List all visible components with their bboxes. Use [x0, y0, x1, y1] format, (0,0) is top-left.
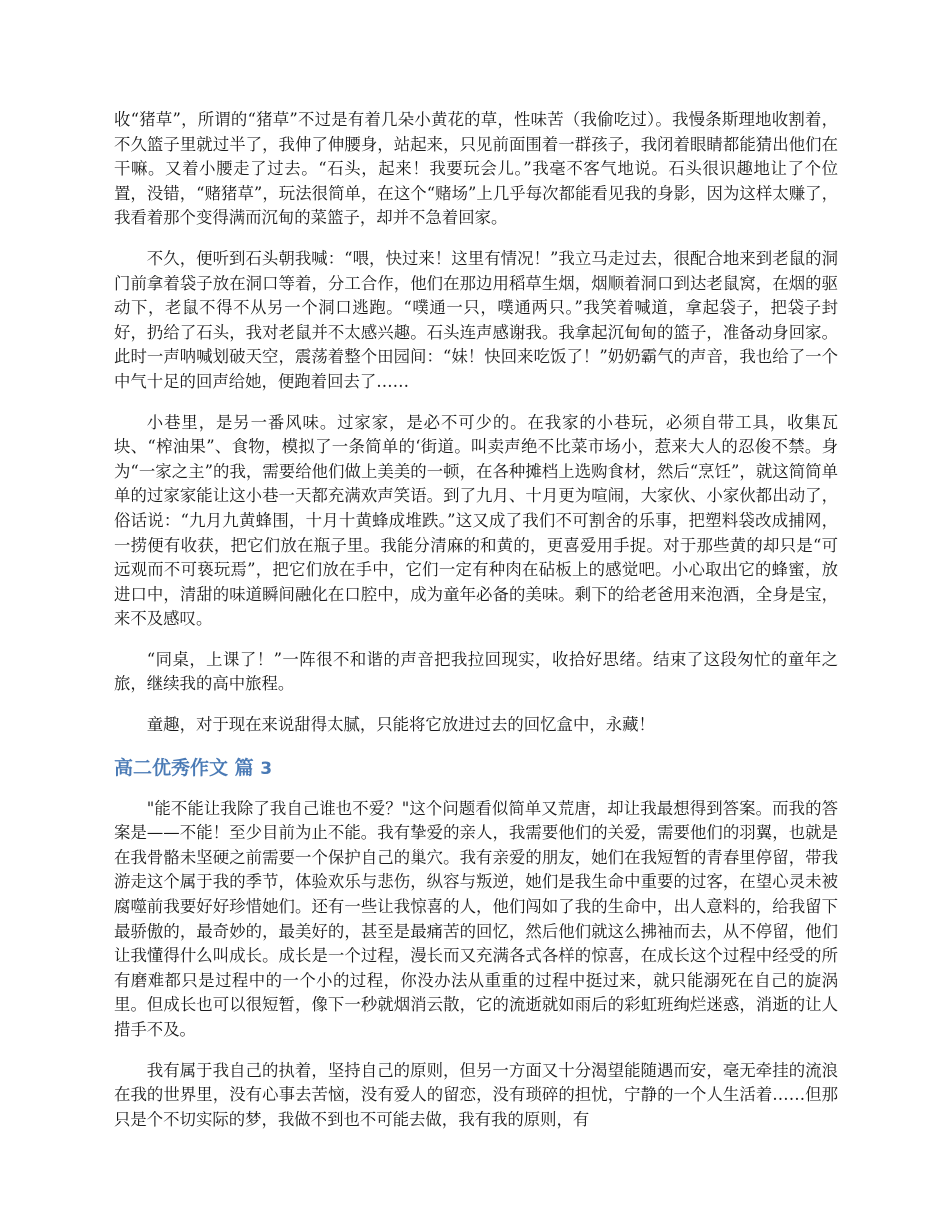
paragraph: 童趣，对于现在来说甜得太腻，只能将它放进过去的回忆盒中，永藏！: [146, 715, 655, 735]
paragraph: 收“猪草”，所谓的“猪草”不过是有着几朵小黄花的草，性味苦（我偷吃过）。我慢条斯理地收割着，不久篮子里就过半了，我伸了伸腰身，站起来，只见前面围着一群孩子，我闭着眼睛都能猜出他们在干嘛。又着小腰走了过去。“石头，起来！我要玩会儿。”我毫不客气地说。石头很识趣地让了个位置，没错，“赌猪草”，玩法很简单，在这个“赌场”上几乎每次都能看见我的身影，因为这样太赚了，我看着那个变得满而沉甸的菜篮子，却并不急着回家。: [114, 110, 838, 228]
document-body: [114, 108, 838, 1148]
paragraph: 我有属于我自己的执着，坚持自己的原则，但另一方面又十分渴望能随遇而安，毫无牵挂的流浪在我的世界里，没有心事去苦恼，没有爱人的留恋，没有琐碎的担忧，宁静的一个人生活着……但那只是个不切实际的梦，我做不到也不可能去做，我有我的原则，有: [114, 1060, 838, 1129]
paragraph: "能不能让我除了我自己谁也不爱？"这个问题看似简单又荒唐，却让我最想得到答案。而我的答案是——不能！至少目前为止不能。我有挚爱的亲人，我需要他们的关爱，需要他们的羽翼，也就是在我骨骼未坚硬之前需要一个保护自己的巢穴。我有亲爱的朋友，她们在我短暂的青春里停留，带我游走这个属于我的季节，体验欢乐与悲伤，纵容与叛逆，她们是我生命中重要的过客，在望心灵未被腐噬前我要好好珍惜她们。还有一些让我惊喜的人，他们闯如了我的生命中，出人意料的，给我留下最骄傲的，最奇妙的，最美好的，甚至是最痛苦的回忆，然后他们就这么拂袖而去，从不停留，他们让我懂得什么叫成长。成长是一个过程，漫长而又充满各式各样的惊喜，在成长这个过程中经受的所有磨难都只是过程中的一个小的过程，你没办法从重重的过程中挺过来，就只能溺死在自己的旋涡里。但成长也可以很短暂，像下一秒就烟消云散，它的流逝就如雨后的彩虹班绚烂迷惑，消逝的让人措手不及。: [114, 798, 838, 1039]
paragraph: 不久，便听到石头朝我喊：“喂，快过来！这里有情况！”我立马走过去，很配合地来到老鼠的洞门前拿着袋子放在洞口等着，分工合作，他们在那边用稻草生烟，烟顺着洞口到达老鼠窝，在烟的驱动下，老鼠不得不从另一个洞口逃跑。“噗通一只，噗通两只。”我笑着喊道，拿起袋子，把袋子封好，扔给了石头，我对老鼠并不太感兴趣。石头连声感谢我。我拿起沉甸甸的篮子，准备动身回家。此时一声呐喊划破天空，震荡着整个田园间：“妹！快回来吃饭了！”奶奶霸气的声音，我也给了一个中气十足的回声给她，便跑着回去了……: [114, 248, 838, 391]
section-heading: [114, 754, 838, 783]
section-heading-title: 高二优秀作文 篇: [114, 756, 254, 779]
paragraph: 小巷里，是另一番风味。过家家，是必不可少的。在我家的小巷玩，必须自带工具，收集瓦块、“榨油果”、食物，模拟了一条简单的‘街道。叫卖声绝不比菜市场小，惹来大人的忍俊不禁。身为“一家之主”的我，需要给他们做上美美的一顿，在各种摊档上选购食材，然后“烹饪”，就这简简单单的过家家能让这小巷一天都充满欢声笑语。到了九月、十月更为喧闹，大家伙、小家伙都出动了，俗话说：“九月九黄蜂围，十月十黄蜂成堆跌。”这又成了我们不可割舍的乐事，把塑料袋改成捕网，一捞便有收获，把它们放在瓶子里。我能分清麻的和黄的，更喜爱用手捉。对于那些黄的却只是“可远观而不可亵玩焉”，把它们放在手中，它们一定有种肉在砧板上的感觉吧。小心取出它的蜂蜜，放进口中，清甜的味道瞬间融化在口腔中，成为童年必备的美味。剩下的给老爸用来泡酒，全身是宝，来不及感叹。: [114, 412, 838, 629]
section-heading-number: 3: [260, 758, 273, 779]
paragraph: “同桌，上课了！”一阵很不和谐的声音把我拉回现实，收拾好思绪。结束了这段匆忙的童年之旅，继续我的高中旅程。: [114, 649, 838, 694]
